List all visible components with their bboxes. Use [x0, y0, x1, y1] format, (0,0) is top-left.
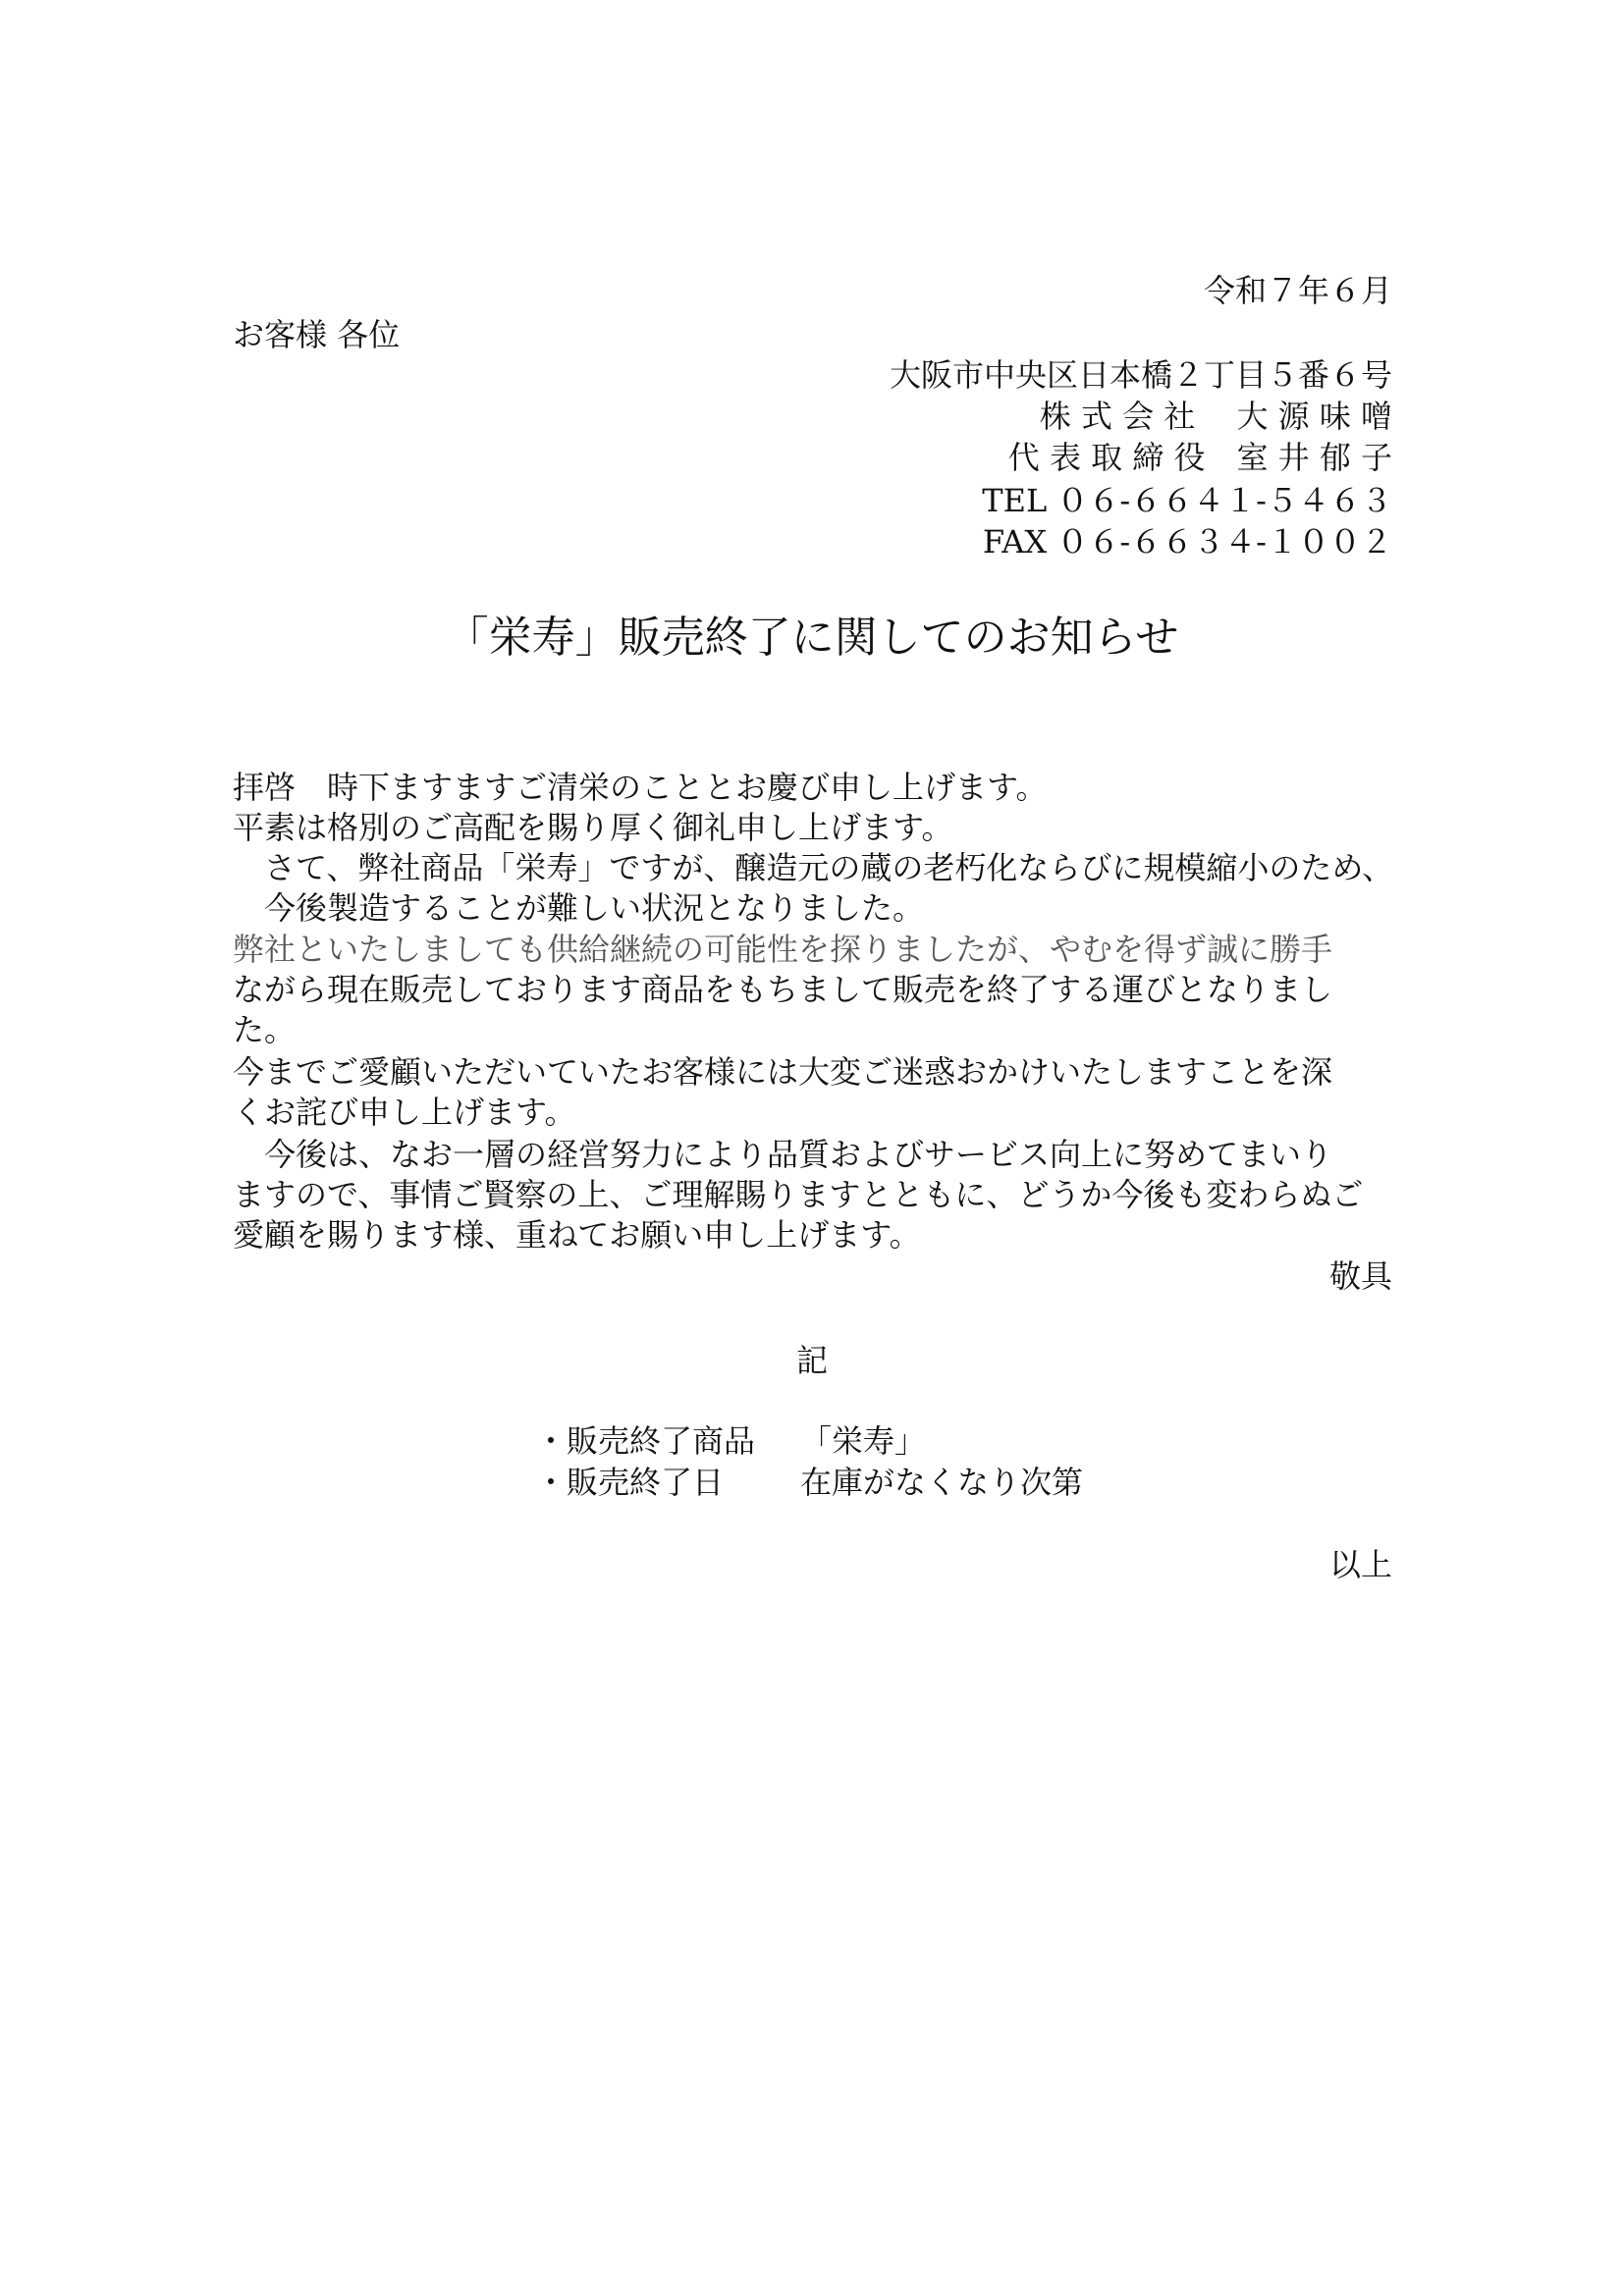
body-line: 今までご愛顧いただいていたお客様には大変ご迷惑おかけいたしますことを深 [233, 1053, 1333, 1091]
note-item-value-end-date: 在庫がなくなり次第 [800, 1464, 1084, 1501]
body-line: 拝啓 時下ますますご清栄のこととお慶び申し上げます。 [233, 769, 1048, 806]
body-line: ながら現在販売しております商品をもちまして販売を終了する運びとなりまし [233, 971, 1333, 1008]
body-line: 弊社といたしましても供給継続の可能性を探りましたが、やむを得ず誠に勝手 [233, 931, 1333, 968]
body-line: くお詫び申し上げます。 [233, 1094, 576, 1131]
body-line: ますので、事情ご賢察の上、ご理解賜りますとともに、どうか今後も変わらぬご [233, 1176, 1364, 1213]
notes-end: 以上 [1328, 1546, 1392, 1583]
sender-representative: 代 表 取 締 役 室 井 郁 子 [1007, 439, 1392, 476]
body-line: 今後製造することが難しい状況となりました。 [233, 889, 925, 927]
sender-company: 株 式 会 社 大 源 味 噌 [1039, 398, 1392, 435]
sender-address: 大阪市中央区日本橋２丁目５番６号 [889, 356, 1392, 394]
page-title: 「栄寿」販売終了に関してのお知らせ [445, 613, 1179, 663]
recipient: お客様 各位 [233, 316, 401, 353]
note-item-label-product: ・販売終了商品 [535, 1422, 756, 1460]
closing-keigu: 敬具 [1328, 1257, 1392, 1295]
note-item-value-product: 「栄寿」 [800, 1422, 927, 1460]
notes-heading: 記 [795, 1342, 828, 1379]
body-line: さて、弊社商品「栄寿」ですが、醸造元の蔵の老朽化ならびに規模縮小のため、 [233, 849, 1394, 886]
letter-date: 令和７年６月 [1203, 272, 1392, 309]
body-line: 愛顧を賜ります様、重ねてお願い申し上げます。 [233, 1216, 921, 1254]
sender-tel: TEL ０６-６６４１-５４６３ [982, 482, 1392, 519]
body-line: た。 [233, 1011, 297, 1048]
body-line: 今後は、なお一層の経営努力により品質およびサービス向上に努めてまいり [233, 1136, 1333, 1173]
body-line: 平素は格別のご高配を賜り厚く御礼申し上げます。 [233, 809, 953, 846]
sender-fax: FAX ０６-６６３４-１００２ [982, 523, 1392, 561]
note-item-label-end-date: ・販売終了日 [535, 1464, 725, 1501]
